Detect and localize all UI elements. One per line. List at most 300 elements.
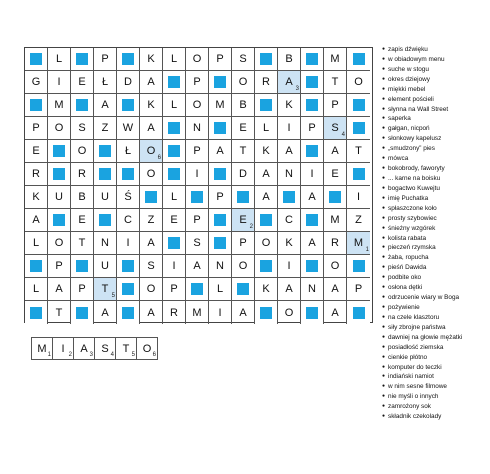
letter-cell[interactable] — [48, 186, 71, 209]
letter-cell[interactable] — [48, 94, 71, 117]
answer-cell[interactable] — [73, 337, 95, 360]
letter-cell[interactable] — [140, 301, 163, 324]
block-square-icon — [145, 191, 157, 203]
cell-letter: P — [170, 283, 178, 295]
cell-letter: S — [331, 122, 339, 134]
letter-cell[interactable] — [209, 186, 232, 209]
cell-letter: A — [308, 237, 316, 249]
block-cell[interactable] — [347, 117, 370, 140]
cell-letter: O — [238, 76, 248, 88]
cell-letter: K — [262, 145, 270, 157]
block-cell[interactable] — [347, 255, 370, 278]
block-cell[interactable] — [255, 209, 278, 232]
letter-cell[interactable] — [209, 255, 232, 278]
block-cell[interactable] — [301, 94, 324, 117]
clue-item: ● w obiadowym menu — [382, 55, 490, 65]
block-cell[interactable] — [301, 209, 324, 232]
cell-letter: D — [239, 168, 247, 180]
block-cell[interactable] — [71, 48, 94, 71]
cell-letter: A — [331, 306, 339, 319]
cell-letter: A — [285, 145, 293, 157]
letter-cell[interactable] — [94, 232, 117, 255]
cell-letter: L — [55, 53, 63, 65]
letter-cell[interactable] — [278, 117, 301, 140]
answer-number: 4 — [110, 352, 114, 358]
block-cell[interactable] — [94, 163, 117, 186]
letter-cell[interactable] — [324, 71, 347, 94]
letter-cell[interactable] — [278, 71, 301, 94]
block-cell[interactable] — [255, 301, 278, 324]
block-square-icon — [306, 260, 318, 272]
letter-cell[interactable] — [347, 232, 370, 255]
block-cell[interactable] — [48, 163, 71, 186]
letter-cell[interactable] — [163, 301, 186, 324]
letter-cell[interactable] — [71, 163, 94, 186]
cell-letter: Z — [147, 214, 155, 226]
answer-number: 1 — [47, 352, 51, 358]
block-cell[interactable] — [25, 255, 48, 278]
letter-cell[interactable] — [94, 186, 117, 209]
cell-letter: L — [262, 122, 270, 134]
letter-cell[interactable] — [117, 71, 140, 94]
block-cell[interactable] — [255, 94, 278, 117]
block-square-icon — [306, 214, 318, 226]
cell-letter: O — [146, 168, 156, 180]
letter-cell[interactable] — [324, 163, 347, 186]
letter-cell[interactable] — [163, 94, 186, 117]
cell-letter: G — [31, 76, 41, 88]
cell-letter: C — [285, 214, 293, 226]
cell-letter: P — [101, 53, 109, 65]
cell-letter: B — [239, 99, 247, 111]
letter-cell[interactable] — [25, 186, 48, 209]
letter-cell[interactable] — [255, 186, 278, 209]
cell-letter: R — [262, 76, 270, 88]
letter-cell[interactable] — [186, 117, 209, 140]
block-cell[interactable] — [25, 48, 48, 71]
letter-cell[interactable] — [232, 163, 255, 186]
letter-cell[interactable] — [48, 301, 71, 324]
letter-cell[interactable] — [71, 71, 94, 94]
cell-letter: P — [193, 214, 201, 226]
clue-item: ● w nim sesne filmowe — [382, 382, 490, 392]
letter-cell[interactable] — [140, 278, 163, 301]
letter-cell[interactable] — [186, 232, 209, 255]
clue-item: ● nie myśli o innych — [382, 392, 490, 402]
letter-cell[interactable] — [301, 186, 324, 209]
block-cell[interactable] — [347, 94, 370, 117]
block-cell[interactable] — [117, 255, 140, 278]
block-cell[interactable] — [94, 140, 117, 163]
block-cell[interactable] — [301, 301, 324, 324]
clue-item: ● bogactwo Kuwejtu — [382, 184, 490, 194]
cell-letter: O — [354, 76, 363, 88]
letter-cell[interactable] — [232, 232, 255, 255]
cell-letter: O — [146, 283, 156, 295]
letter-cell[interactable] — [324, 301, 347, 324]
answer-letter: M — [37, 342, 47, 355]
letter-cell[interactable] — [25, 232, 48, 255]
letter-cell[interactable] — [25, 209, 48, 232]
letter-cell[interactable] — [278, 278, 301, 301]
letter-cell[interactable] — [347, 140, 370, 163]
letter-cell[interactable] — [117, 117, 140, 140]
cell-letter: L — [170, 191, 178, 203]
cell-letter: L — [170, 53, 178, 65]
cell-letter: B — [285, 53, 293, 65]
letter-cell[interactable] — [71, 186, 94, 209]
letter-cell[interactable] — [25, 163, 48, 186]
block-cell[interactable] — [209, 163, 232, 186]
letter-cell[interactable] — [347, 71, 370, 94]
clue-item: ● dawniej na głowie mężatki — [382, 333, 490, 343]
block-cell[interactable] — [25, 94, 48, 117]
letter-cell[interactable] — [140, 117, 163, 140]
cell-letter: B — [78, 191, 86, 203]
cell-letter: K — [285, 237, 293, 249]
letter-cell[interactable] — [347, 186, 370, 209]
block-cell[interactable] — [117, 163, 140, 186]
grid-row — [25, 163, 372, 186]
grid-row — [25, 71, 372, 94]
letter-cell[interactable] — [209, 48, 232, 71]
letter-cell[interactable] — [117, 209, 140, 232]
cell-letter: A — [262, 168, 270, 180]
letter-cell[interactable] — [25, 140, 48, 163]
letter-cell[interactable] — [140, 48, 163, 71]
letter-cell[interactable] — [163, 48, 186, 71]
solution-number: 3 — [295, 86, 299, 92]
letter-cell[interactable] — [94, 94, 117, 117]
letter-cell[interactable] — [232, 255, 255, 278]
cell-letter: O — [330, 260, 340, 272]
cell-letter: O — [77, 145, 87, 157]
letter-cell[interactable] — [94, 301, 117, 324]
letter-cell[interactable] — [94, 117, 117, 140]
letter-cell[interactable] — [278, 255, 301, 278]
letter-cell[interactable] — [324, 117, 347, 140]
block-cell[interactable] — [117, 94, 140, 117]
letter-cell[interactable] — [347, 278, 370, 301]
letter-cell[interactable] — [324, 94, 347, 117]
letter-cell[interactable] — [255, 140, 278, 163]
block-square-icon — [260, 53, 272, 65]
clue-item: ● mówca — [382, 154, 490, 164]
letter-cell[interactable] — [117, 232, 140, 255]
block-square-icon — [260, 307, 272, 319]
answer-cell[interactable] — [136, 337, 158, 360]
answer-cell[interactable] — [31, 337, 53, 360]
cell-letter: P — [193, 76, 201, 88]
letter-cell[interactable] — [232, 140, 255, 163]
letter-cell[interactable] — [324, 209, 347, 232]
letter-cell[interactable] — [140, 209, 163, 232]
block-cell[interactable] — [163, 140, 186, 163]
letter-cell[interactable] — [186, 71, 209, 94]
cell-letter: R — [331, 237, 339, 249]
grid-row — [25, 301, 372, 324]
cell-letter: E — [78, 214, 86, 226]
letter-cell[interactable] — [255, 117, 278, 140]
letter-cell[interactable] — [163, 209, 186, 232]
answer-number: 3 — [89, 352, 93, 358]
clue-item: ● cienkie płótno — [382, 353, 490, 363]
block-cell[interactable] — [186, 278, 209, 301]
letter-cell[interactable] — [347, 209, 370, 232]
letter-cell[interactable] — [232, 71, 255, 94]
letter-cell[interactable] — [232, 117, 255, 140]
letter-cell[interactable] — [186, 140, 209, 163]
letter-cell[interactable] — [209, 301, 232, 324]
letter-cell[interactable] — [324, 232, 347, 255]
letter-cell[interactable] — [232, 301, 255, 324]
grid-row — [25, 48, 372, 71]
letter-cell[interactable] — [324, 255, 347, 278]
block-cell[interactable] — [163, 71, 186, 94]
block-cell[interactable] — [347, 301, 370, 324]
cell-letter: A — [216, 145, 224, 157]
block-cell[interactable] — [209, 209, 232, 232]
letter-cell[interactable] — [186, 94, 209, 117]
block-cell[interactable] — [232, 186, 255, 209]
block-square-icon — [168, 122, 180, 134]
letter-cell[interactable] — [301, 278, 324, 301]
letter-cell[interactable] — [255, 278, 278, 301]
block-cell[interactable] — [71, 255, 94, 278]
letter-cell[interactable] — [324, 278, 347, 301]
block-cell[interactable] — [94, 209, 117, 232]
letter-cell[interactable] — [163, 278, 186, 301]
cell-letter: A — [308, 191, 316, 203]
block-square-icon — [306, 99, 318, 111]
letter-cell[interactable] — [48, 117, 71, 140]
block-square-icon — [122, 168, 134, 180]
letter-cell[interactable] — [25, 71, 48, 94]
letter-cell[interactable] — [163, 186, 186, 209]
cell-letter: O — [284, 306, 294, 319]
block-cell[interactable] — [163, 117, 186, 140]
letter-cell[interactable] — [94, 278, 117, 301]
cell-letter: O — [54, 237, 64, 249]
block-square-icon — [353, 53, 365, 65]
letter-cell[interactable] — [232, 48, 255, 71]
answer-letter: T — [122, 342, 130, 355]
block-cell[interactable] — [117, 278, 140, 301]
letter-cell[interactable] — [117, 186, 140, 209]
block-cell[interactable] — [301, 71, 324, 94]
letter-cell[interactable] — [117, 140, 140, 163]
answer-cell[interactable] — [52, 337, 74, 360]
cell-letter: M — [330, 53, 340, 65]
cell-letter: T — [78, 237, 86, 249]
letter-cell[interactable] — [186, 48, 209, 71]
letter-cell[interactable] — [25, 278, 48, 301]
cell-letter: I — [287, 260, 291, 272]
block-cell[interactable] — [278, 186, 301, 209]
block-cell[interactable] — [347, 48, 370, 71]
letter-cell[interactable] — [163, 255, 186, 278]
letter-cell[interactable] — [209, 94, 232, 117]
letter-cell[interactable] — [25, 117, 48, 140]
solution-number: 2 — [249, 224, 253, 230]
cell-letter: S — [193, 237, 201, 249]
block-cell[interactable] — [186, 186, 209, 209]
letter-cell[interactable] — [48, 48, 71, 71]
clue-item: ● osłona dętki — [382, 283, 490, 293]
block-cell[interactable] — [71, 94, 94, 117]
block-square-icon — [53, 214, 65, 226]
letter-cell[interactable] — [140, 255, 163, 278]
cell-letter: I — [172, 260, 176, 272]
answer-number: 6 — [152, 352, 156, 358]
cell-letter: M — [192, 306, 202, 319]
letter-cell[interactable] — [186, 255, 209, 278]
letter-cell[interactable] — [94, 48, 117, 71]
cell-letter: O — [54, 122, 64, 134]
letter-cell[interactable] — [278, 94, 301, 117]
block-square-icon — [353, 122, 365, 134]
block-cell[interactable] — [209, 117, 232, 140]
letter-cell[interactable] — [278, 232, 301, 255]
letter-cell[interactable] — [301, 232, 324, 255]
letter-cell[interactable] — [255, 163, 278, 186]
cell-letter: N — [101, 237, 109, 249]
letter-cell[interactable] — [278, 140, 301, 163]
block-cell[interactable] — [117, 48, 140, 71]
letter-cell[interactable] — [48, 71, 71, 94]
block-cell[interactable] — [301, 255, 324, 278]
answer-cell[interactable] — [115, 337, 137, 360]
letter-cell[interactable] — [94, 255, 117, 278]
letter-cell[interactable] — [48, 278, 71, 301]
letter-cell[interactable] — [232, 94, 255, 117]
block-square-icon — [99, 145, 111, 157]
cell-letter: P — [331, 99, 339, 111]
clue-item: ● zapis dźwięku — [382, 45, 490, 55]
block-square-icon — [30, 53, 42, 65]
clue-item: ● odrzucenie wiary w Boga — [382, 293, 490, 303]
letter-cell[interactable] — [140, 140, 163, 163]
letter-cell[interactable] — [94, 71, 117, 94]
block-cell[interactable] — [117, 301, 140, 324]
answer-cell[interactable] — [94, 337, 116, 360]
clue-item: ● podbite oko — [382, 273, 490, 283]
cell-letter: I — [310, 168, 314, 180]
letter-cell[interactable] — [186, 209, 209, 232]
cell-letter: P — [354, 283, 363, 295]
letter-cell[interactable] — [209, 278, 232, 301]
answer-number: 2 — [68, 352, 72, 358]
answer-letter: I — [61, 342, 65, 355]
block-cell[interactable] — [347, 163, 370, 186]
cell-letter: A — [285, 76, 293, 88]
letter-cell[interactable] — [301, 163, 324, 186]
clue-item: ● suche w stogu — [382, 65, 490, 75]
block-square-icon — [76, 307, 88, 319]
cell-letter: M — [330, 214, 340, 226]
grid-row — [25, 94, 372, 117]
letter-cell[interactable] — [255, 71, 278, 94]
block-cell[interactable] — [301, 140, 324, 163]
block-cell[interactable] — [71, 301, 94, 324]
letter-cell[interactable] — [186, 301, 209, 324]
block-square-icon — [237, 191, 249, 203]
block-square-icon — [53, 145, 65, 157]
crossword-grid — [24, 47, 373, 323]
grid-row — [25, 232, 372, 255]
letter-cell[interactable] — [140, 71, 163, 94]
letter-cell[interactable] — [71, 278, 94, 301]
letter-cell[interactable] — [324, 140, 347, 163]
letter-cell[interactable] — [278, 163, 301, 186]
letter-cell[interactable] — [232, 209, 255, 232]
letter-cell[interactable] — [71, 117, 94, 140]
clue-item: ● kolista rabata — [382, 234, 490, 244]
cell-letter: P — [216, 53, 224, 65]
letter-cell[interactable] — [255, 232, 278, 255]
cell-letter: I — [287, 122, 291, 134]
letter-cell[interactable] — [48, 255, 71, 278]
cell-letter: S — [147, 260, 155, 272]
block-square-icon — [76, 260, 88, 272]
letter-cell[interactable] — [140, 232, 163, 255]
block-cell[interactable] — [209, 71, 232, 94]
letter-cell[interactable] — [140, 94, 163, 117]
block-cell[interactable] — [48, 140, 71, 163]
block-square-icon — [122, 307, 134, 319]
block-square-icon — [353, 260, 365, 272]
clue-list — [382, 45, 490, 422]
answer-number: 5 — [131, 352, 135, 358]
letter-cell[interactable] — [278, 209, 301, 232]
answer-letter: O — [142, 342, 152, 355]
block-square-icon — [260, 214, 272, 226]
clue-item: ● żaba, ropucha — [382, 253, 490, 263]
letter-cell[interactable] — [48, 232, 71, 255]
block-cell[interactable] — [163, 232, 186, 255]
block-cell[interactable] — [163, 163, 186, 186]
cell-letter: L — [32, 237, 40, 249]
block-cell[interactable] — [232, 278, 255, 301]
block-cell[interactable] — [324, 186, 347, 209]
letter-cell[interactable] — [209, 140, 232, 163]
block-cell[interactable] — [140, 186, 163, 209]
letter-cell[interactable] — [186, 163, 209, 186]
cell-letter: T — [331, 76, 339, 88]
letter-cell[interactable] — [71, 209, 94, 232]
letter-cell[interactable] — [71, 140, 94, 163]
block-square-icon — [306, 76, 318, 88]
letter-cell[interactable] — [278, 48, 301, 71]
block-cell[interactable] — [301, 48, 324, 71]
grid-row — [25, 255, 372, 278]
block-cell[interactable] — [25, 301, 48, 324]
cell-letter: N — [216, 260, 224, 272]
block-cell[interactable] — [255, 48, 278, 71]
letter-cell[interactable] — [278, 301, 301, 324]
block-cell[interactable] — [209, 232, 232, 255]
clue-item: ● śnieżny wzgórek — [382, 224, 490, 234]
block-cell[interactable] — [255, 255, 278, 278]
letter-cell[interactable] — [140, 163, 163, 186]
block-square-icon — [214, 76, 226, 88]
cell-letter: R — [78, 168, 86, 180]
letter-cell[interactable] — [324, 48, 347, 71]
block-cell[interactable] — [48, 209, 71, 232]
letter-cell[interactable] — [71, 232, 94, 255]
letter-cell[interactable] — [301, 117, 324, 140]
cell-letter: T — [55, 306, 63, 319]
